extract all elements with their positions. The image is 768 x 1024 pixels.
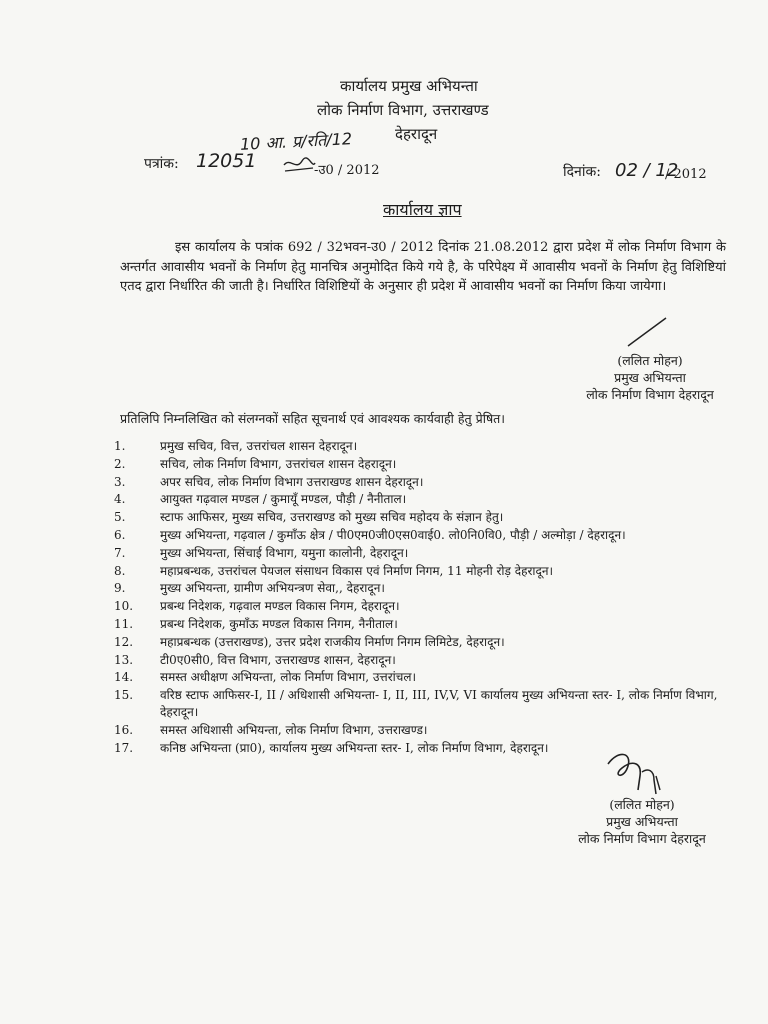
- office-line-3: देहरादून: [395, 125, 438, 143]
- signature-mark-1: [622, 316, 670, 348]
- list-item-text: प्रमुख सचिव, वित्त, उत्तरांचल शासन देहरादून।: [160, 439, 358, 453]
- signature2-name: (ललित मोहन): [609, 797, 675, 812]
- list-item-text: कनिष्ठ अभियन्ता (प्रा0), कार्यालय मुख्य अभियन्ता स्तर- I, लोक निर्माण विभाग, देहरादून।: [160, 740, 549, 755]
- reference-label: पत्रांक:: [144, 156, 179, 172]
- list-item: [114, 545, 734, 563]
- signature1-department: लोक निर्माण विभाग देहरादून: [586, 387, 714, 402]
- list-item: [114, 580, 734, 598]
- office-line-1: कार्यालय प्रमुख अभियन्ता: [340, 77, 478, 95]
- list-item-number: 6.: [114, 527, 126, 542]
- list-item: [114, 456, 734, 474]
- reference-suffix: -उ0 / 2012: [314, 163, 380, 178]
- list-item-text: टी0ए0सी0, वित्त विभाग, उत्तराखण्ड शासन, देहरादून।: [160, 652, 396, 667]
- date-label: दिनांक:: [563, 164, 601, 180]
- signature1-name: (ललित मोहन): [617, 353, 683, 368]
- list-item-number: 5.: [114, 510, 126, 525]
- date-year: / 2012: [665, 167, 707, 182]
- list-item-text: समस्त अधीक्षण अभियन्ता, लोक निर्माण विभाग, उत्तरांचल।: [160, 670, 417, 685]
- handwritten-annotation: 10 आ. प्र/रति/12: [239, 129, 353, 154]
- signature2-block: [562, 796, 722, 847]
- list-item-text: मुख्य अभियन्ता, ग्रामीण अभियन्त्रण सेवा,, देहरादून।: [160, 581, 385, 596]
- memo-title: कार्यालय ज्ञाप: [383, 200, 462, 219]
- list-item: [114, 652, 734, 670]
- list-item: [114, 563, 734, 581]
- reference-number: 12051: [196, 150, 257, 172]
- list-item-text: मुख्य अभियन्ता, गढ़वाल / कुमाँऊ क्षेत्र / पी0एम0जी0एस0वाई0. लो0नि0वि0, पौड़ी / अल्मोड़ा / देहरादून।: [160, 527, 626, 542]
- list-item: [114, 598, 734, 616]
- list-item-number: 8.: [114, 563, 126, 578]
- office-line-2: लोक निर्माण विभाग, उत्तराखण्ड: [317, 101, 489, 119]
- signature2-department: लोक निर्माण विभाग देहरादून: [578, 831, 706, 846]
- list-item: [114, 634, 734, 652]
- list-item-number: 2.: [114, 456, 126, 471]
- list-item-number: 4.: [114, 492, 126, 507]
- list-item: [114, 438, 734, 456]
- list-item: [114, 616, 734, 634]
- list-item-number: 15.: [114, 688, 134, 703]
- overwritten-mark: [282, 155, 316, 175]
- list-item-text: महाप्रबन्धक (उत्तराखण्ड), उत्तर प्रदेश राजकीय निर्माण निगम लिमिटेड, देहरादून।: [160, 634, 505, 649]
- list-item-text: सचिव, लोक निर्माण विभाग, उत्तरांचल शासन देहरादून।: [160, 456, 397, 471]
- list-item-number: 10.: [114, 599, 134, 614]
- list-item: [114, 509, 734, 527]
- list-item: [114, 687, 734, 722]
- date-handwritten: 02 / 12: [615, 160, 679, 181]
- list-item: [114, 474, 734, 492]
- list-item: [114, 491, 734, 509]
- list-item: [114, 527, 734, 545]
- signature1-designation: प्रमुख अभियन्ता: [614, 370, 686, 385]
- signature2-designation: प्रमुख अभियन्ता: [606, 814, 678, 829]
- signature-mark-2: [598, 746, 678, 802]
- list-item-number: 7.: [114, 545, 126, 560]
- list-item-text: स्टाफ आफिसर, मुख्य सचिव, उत्तराखण्ड को मुख्य सचिव महोदय के संज्ञान हेतु।: [160, 510, 504, 525]
- memo-body: इस कार्यालय के पत्रांक 692 / 32भवन-उ0 / 2012 दिनांक 21.08.2012 द्वारा प्रदेश में लोक निर्माण विभाग के अन्तर्गत आवासीय भवनों के निर्माण हेतु मानचित्र अनुमोदित किये गये है, के परिपेक्ष्य में आवासीय भवनों के निर्माण हेतु विशिष्टियां एतद द्वारा निर्धारित की जाती है। निर्धारित विशिष्टियों के अनुसार ही प्रदेश में आवासीय भवनों का निर्माण किया जायेगा।: [120, 240, 726, 294]
- list-item-number: 12.: [114, 634, 134, 649]
- list-item-number: 14.: [114, 670, 134, 685]
- list-item-number: 17.: [114, 740, 134, 755]
- list-item-text: वरिष्ठ स्टाफ आफिसर-I, II / अधिशासी अभियन्ता- I, II, III, IV,V, VI कार्यालय मुख्य अभियन्ता स्तर- I, लोक निर्माण विभाग, देहरादून।: [160, 688, 718, 720]
- list-item-text: प्रबन्ध निदेशक, कुमाँऊ मण्डल विकास निगम, नैनीताल।: [160, 616, 398, 631]
- list-item-text: महाप्रबन्धक, उत्तरांचल पेयजल संसाधन विकास एवं निर्माण निगम, 11 मोहनी रोड़ देहरादून।: [160, 563, 554, 578]
- recipient-list: [114, 438, 734, 758]
- list-item-number: 1.: [114, 439, 126, 453]
- list-item-text: समस्त अधिशासी अभियन्ता, लोक निर्माण विभाग, उत्तराखण्ड।: [160, 723, 428, 738]
- list-item: [114, 669, 734, 687]
- signature1-block: [570, 352, 730, 403]
- list-item-text: आयुक्त गढ़वाल मण्डल / कुमायूँ मण्डल, पौड़ी / नैनीताल।: [160, 492, 407, 507]
- list-item-text: प्रबन्ध निदेशक, गढ़वाल मण्डल विकास निगम, देहरादून।: [160, 599, 400, 614]
- list-item: [114, 722, 734, 740]
- list-item-text: अपर सचिव, लोक निर्माण विभाग उत्तराखण्ड शासन देहरादून।: [160, 474, 424, 489]
- list-item-number: 3.: [114, 474, 126, 489]
- list-item-number: 9.: [114, 581, 126, 596]
- list-item-number: 13.: [114, 652, 134, 667]
- list-item-number: 16.: [114, 723, 134, 738]
- copy-intro: प्रतिलिपि निम्नलिखित को संलग्नकों सहित सूचनार्थ एवं आवश्यक कार्यवाही हेतु प्रेषित।: [120, 411, 506, 426]
- list-item-text: मुख्य अभियन्ता, सिंचाई विभाग, यमुना कालोनी, देहरादून।: [160, 545, 409, 560]
- list-item-number: 11.: [114, 616, 134, 631]
